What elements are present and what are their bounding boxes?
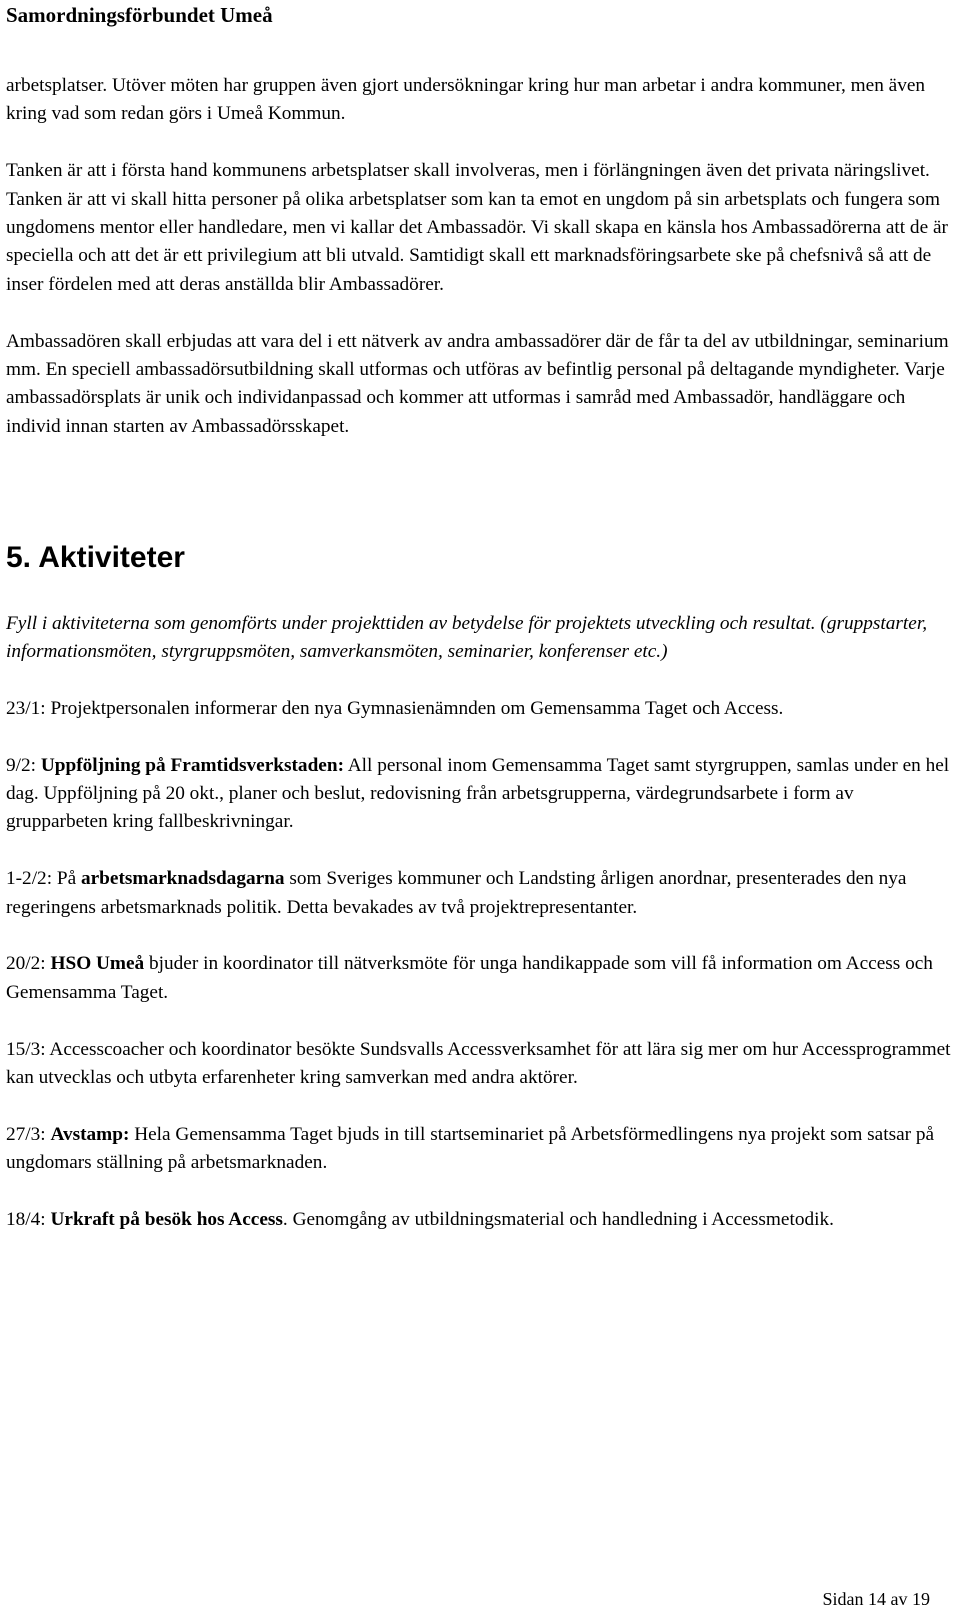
activity-item	[6, 752, 951, 837]
activity-item	[6, 1121, 951, 1178]
activity-date: 18/4:	[6, 1209, 51, 1231]
activity-text-rest: bjuder in koordinator till nätverksmöte för unga handikappade som vill få information om Access och Gemensamma Taget.	[6, 953, 933, 1003]
activity-date: 9/2:	[6, 754, 41, 776]
activity-bold-text: Avstamp:	[50, 1123, 130, 1145]
section-spacer	[6, 470, 951, 540]
activity-item	[6, 1036, 951, 1093]
section-heading: 5. Aktiviteter	[6, 540, 185, 574]
activity-text: 15/3: Accesscoacher och koordinator besökte Sundsvalls Accessverksamhet för att lära sig mer om hur Accessprogrammet kan utvecklas och utbyta erfarenheter kring samverkan med andra aktörer.	[6, 1038, 951, 1089]
page-header-title: Samordningsförbundet Umeå	[6, 3, 273, 27]
activity-item	[6, 865, 951, 922]
activity-date: 20/2:	[6, 953, 51, 975]
activity-item	[6, 1206, 951, 1234]
activity-item	[6, 695, 951, 723]
activity-item	[6, 950, 951, 1007]
activity-bold-text: HSO Umeå	[50, 953, 145, 975]
activity-bold-text: Urkraft på besök hos Access	[50, 1209, 283, 1231]
activity-bold-text: arbetsmarknadsdagarna	[80, 868, 285, 890]
activity-text-rest: All personal inom Gemensamma Taget samt styrgruppen, samlas under en hel dag. Uppföljning på 20 okt., planer och beslut, redovisning från arbetsgrupperna, värdegrundsarbete i form av grupparbeten kring fallbeskrivningar.	[6, 754, 950, 833]
activity-bold-text: Uppföljning på Framtidsverkstaden:	[40, 754, 344, 776]
activity-text-rest: som Sveriges kommuner och Landsting årligen anordnar, presenterades den nya regeringens arbetsmarknads politik. Detta bevakades av två projektrepresentanter.	[6, 868, 907, 918]
activity-text-rest: Hela Gemensamma Taget bjuds in till startseminariet på Arbetsförmedlingens nya projekt som satsar på ungdomars ställning på arbetsmarknaden.	[6, 1123, 935, 1174]
section-intro: Fyll i aktiviteterna som genomförts under projekttiden av betydelse för projektets utveckling och resultat. (gruppstarter, informationsmöten, styrgruppsmöten, samverkansmöten, seminarier, konferenser etc.)	[6, 612, 928, 663]
activity-text: 23/1: Projektpersonalen informerar den nya Gymnasienämnden om Gemensamma Taget och Access.	[6, 697, 784, 719]
paragraph-2: Tanken är att i första hand kommunens arbetsplatser skall involveras, men i förlängningen även det privata näringslivet. Tanken är att vi skall hitta personer på olika arbetsplatser som kan ta emot en ungdom på sin arbetsplats och fungera som ungdomens mentor eller handledare, men vi kallar det Ambassadör. Vi skall skapa en känsla hos Ambassadörerna att de är speciella och att det är ett privilegium att bli utvald. Samtidigt skall ett marknadsföringsarbete ske på chefsnivå så att de inser fördelen med att deras anställda blir Ambassadörer.	[6, 160, 948, 295]
paragraph-3: Ambassadören skall erbjudas att vara del i ett nätverk av andra ambassadörer där de får ta del av utbildningar, seminarium mm. En speciell ambassadörsutbildning skall utformas och utföras av befintlig personal på deltagande myndigheter. Varje ambassadörsplats är unik och individanpassad och kommer att utformas i samråd med Ambassadör, handläggare och individ innan starten av Ambassadörsskapet.	[6, 330, 949, 437]
activity-date: 27/3:	[6, 1123, 51, 1145]
document-body	[6, 72, 951, 1263]
paragraph-1: arbetsplatser. Utöver möten har gruppen även gjort undersökningar kring hur man arbetar i andra kommuner, men även kring vad som redan görs i Umeå Kommun.	[6, 75, 926, 125]
activity-date: 1-2/2: På	[6, 868, 81, 890]
page-number: Sidan 14 av 19	[822, 1589, 930, 1609]
activity-text-rest: . Genomgång av utbildningsmaterial och handledning i Accessmetodik.	[282, 1209, 834, 1231]
